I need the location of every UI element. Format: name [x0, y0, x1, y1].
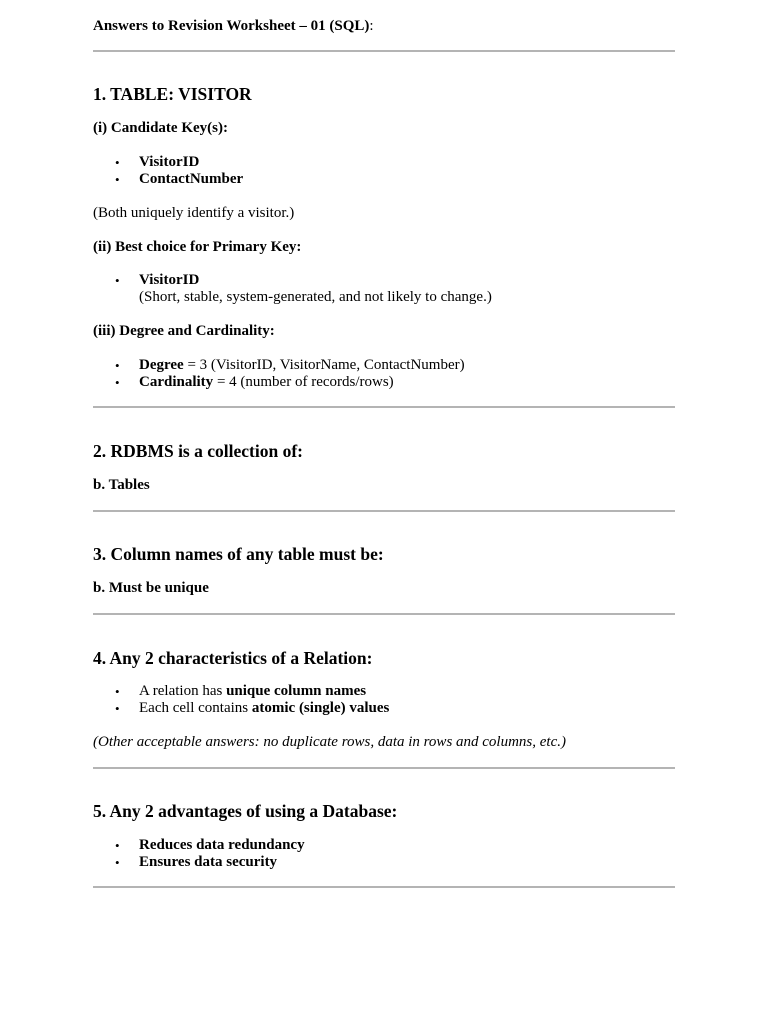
cardinality-text: = 4 (number of records/rows): [213, 374, 394, 390]
q1-heading: 1. TABLE: VISITOR: [93, 84, 252, 104]
list-item: [93, 272, 492, 306]
q1-part-iii-heading: (iii) Degree and Cardinality:: [93, 323, 275, 339]
q1-part-ii-heading: (ii) Best choice for Primary Key:: [93, 239, 302, 255]
item-text: A relation has: [139, 683, 227, 699]
q2-heading: 2. RDBMS is a collection of:: [93, 441, 303, 461]
relation-characteristics-list: [93, 683, 389, 717]
database-advantages-list: [93, 837, 305, 871]
bullet: •: [115, 358, 120, 373]
item-emphasis: atomic (single) values: [251, 700, 390, 716]
candidate-keys-list: [93, 154, 243, 188]
q4-note: (Other acceptable answers: no duplicate rows, data in rows and columns, etc.): [93, 734, 566, 750]
document-title-text: Answers to Revision Worksheet – 01 (SQL): [93, 18, 370, 34]
degree-cardinality-list: [93, 357, 465, 391]
bullet: •: [115, 838, 120, 853]
q3-answer: b. Must be unique: [93, 580, 209, 596]
item-text: Each cell contains: [139, 700, 252, 716]
list-item: [93, 837, 305, 854]
q5-heading: 5. Any 2 advantages of using a Database:: [93, 801, 398, 821]
item-emphasis: unique column names: [226, 683, 367, 699]
section-divider: [93, 50, 675, 52]
bullet: •: [115, 375, 120, 390]
bullet: •: [115, 273, 120, 288]
bullet: •: [115, 684, 120, 699]
advantage: Reduces data redundancy: [139, 837, 305, 853]
q2-answer: b. Tables: [93, 477, 150, 493]
section-divider: [93, 613, 675, 615]
primary-key: VisitorID: [139, 272, 200, 288]
cardinality-label: Cardinality: [139, 374, 214, 390]
degree-text: = 3 (VisitorID, VisitorName, ContactNumber): [183, 357, 465, 373]
primary-key-list: [93, 272, 492, 306]
section-divider: [93, 767, 675, 769]
list-item: [93, 357, 465, 374]
list-item: [93, 374, 465, 391]
bullet: •: [115, 701, 120, 716]
advantage: Ensures data security: [139, 854, 278, 870]
q3-heading: 3. Column names of any table must be:: [93, 544, 384, 564]
q4-heading: 4. Any 2 characteristics of a Relation:: [93, 648, 373, 668]
bullet: •: [115, 855, 120, 870]
bullet: •: [115, 155, 120, 170]
list-item: [93, 154, 243, 171]
section-divider: [93, 510, 675, 512]
primary-key-reason: (Short, stable, system-generated, and not likely to change.): [139, 289, 492, 305]
degree-label: Degree: [139, 357, 184, 373]
q1-part-i-note: (Both uniquely identify a visitor.): [93, 205, 295, 221]
bullet: •: [115, 172, 120, 187]
list-item: [93, 700, 389, 717]
candidate-key: VisitorID: [139, 154, 200, 170]
candidate-key: ContactNumber: [139, 171, 244, 187]
q1-part-i-heading: (i) Candidate Key(s):: [93, 120, 228, 136]
list-item: [93, 683, 389, 700]
document-title-colon: :: [369, 18, 374, 34]
section-divider: [93, 886, 675, 888]
list-item: [93, 854, 305, 871]
list-item: [93, 171, 243, 188]
document-title: [93, 16, 374, 36]
section-divider: [93, 406, 675, 408]
